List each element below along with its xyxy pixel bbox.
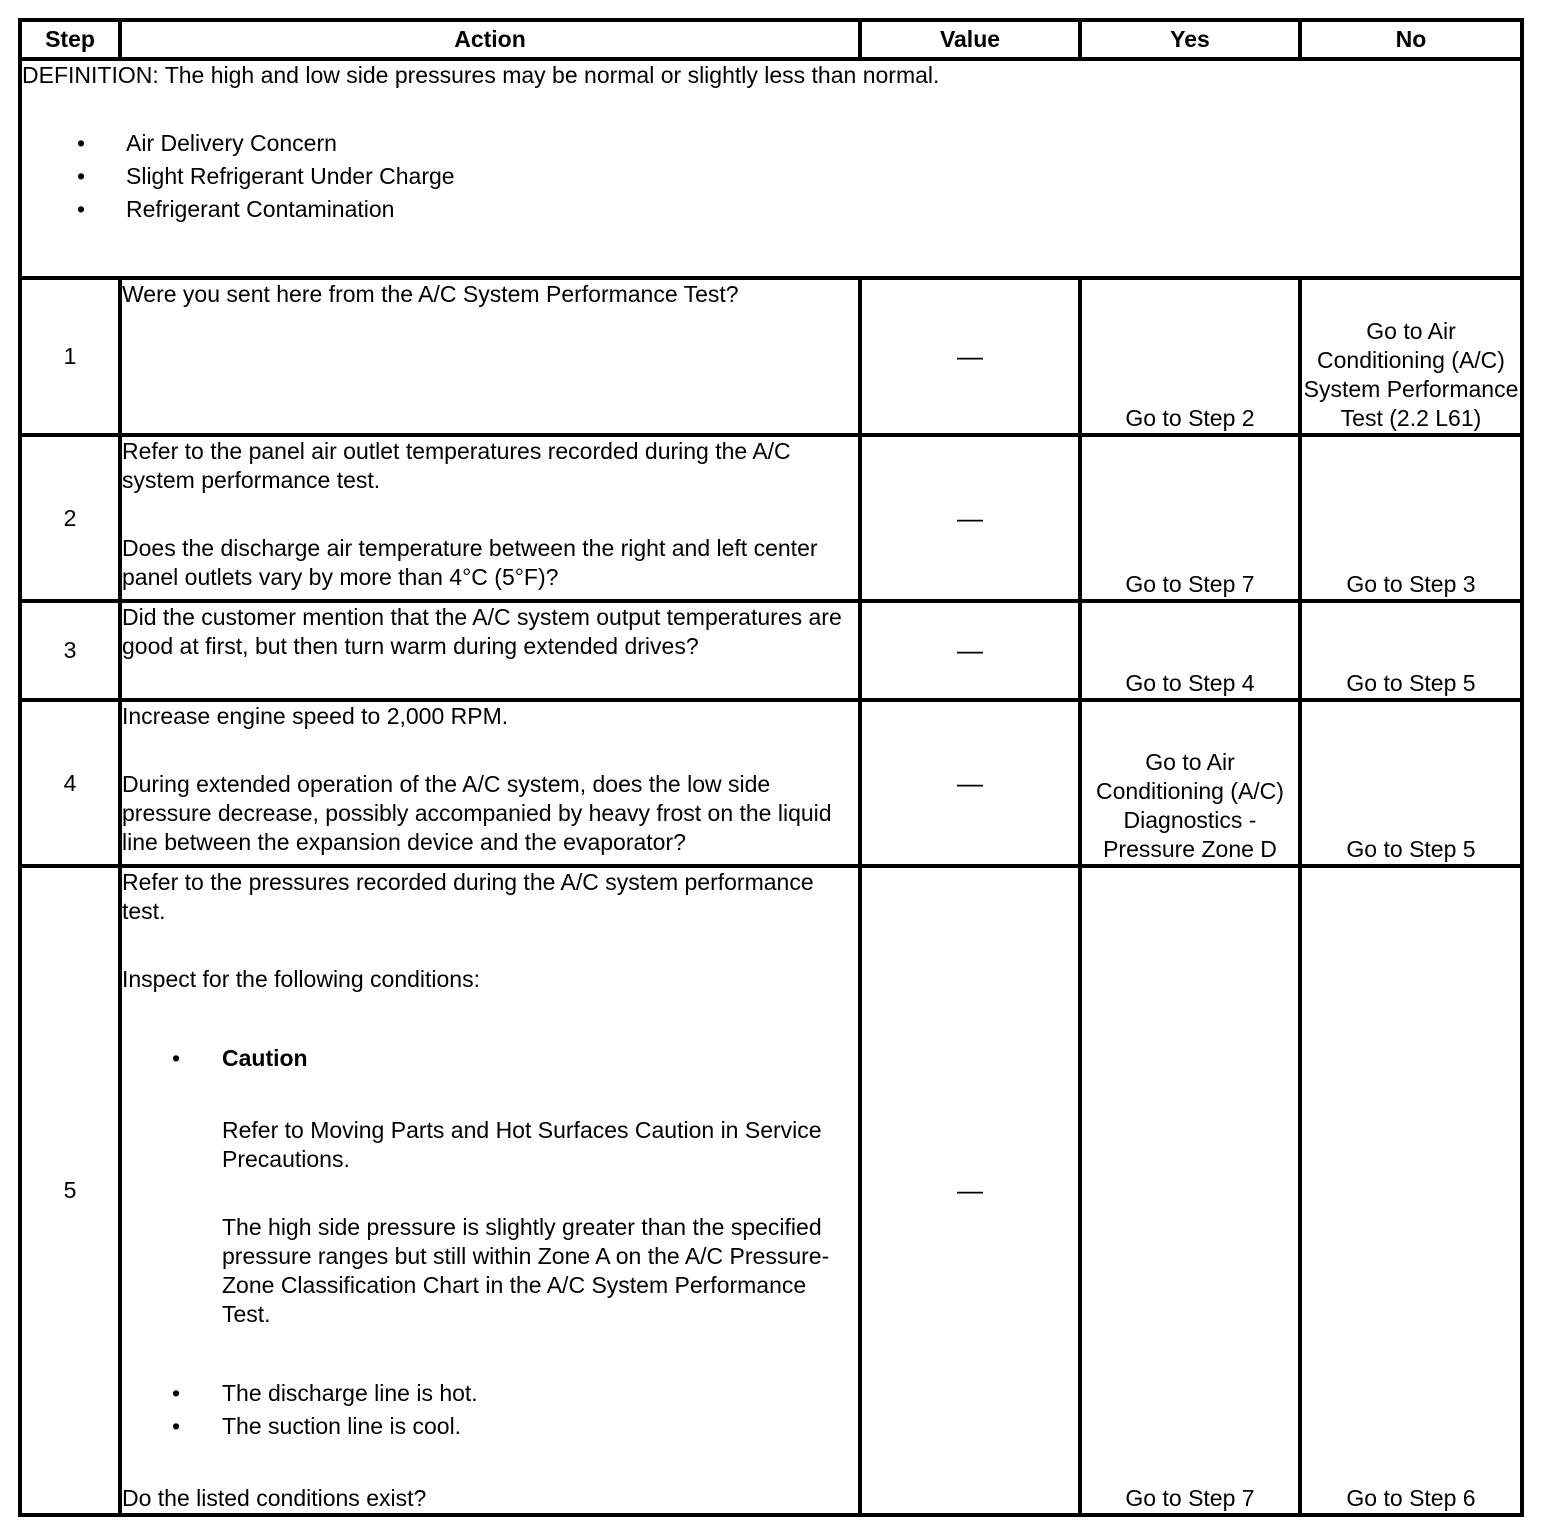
value-cell: —	[860, 435, 1080, 601]
list-item: • Slight Refrigerant Under Charge	[77, 163, 455, 189]
table-row	[20, 278, 1522, 435]
value-cell: —	[860, 700, 1080, 866]
yes-cell: Go to Air Conditioning (A/C) Diagnostics - Pressure Zone D	[1080, 700, 1300, 866]
bullet-icon: •	[77, 163, 86, 189]
step-number: 3	[20, 601, 120, 700]
caution-text: Refer to Moving Parts and Hot Surfaces Caution in Service Precautions.	[222, 1117, 822, 1172]
no-cell: Go to Step 3	[1300, 435, 1522, 601]
no-cell: Go to Step 6	[1300, 866, 1522, 1515]
yes-cell: Go to Step 2	[1080, 278, 1300, 435]
diagnostic-table	[18, 18, 1524, 1517]
bullet-icon: •	[77, 130, 86, 156]
header-yes: Yes	[1080, 20, 1300, 59]
action-cell: Were you sent here from the A/C System Performance Test?	[120, 278, 860, 435]
question-text: Do the listed conditions exist?	[122, 1485, 427, 1511]
header-step: Step	[20, 20, 120, 59]
step-number: 2	[20, 435, 120, 601]
action-cell: Refer to the panel air outlet temperatures recorded during the A/C system performance test. Does the discharge air temperature between the right and left center panel outlets vary by more than 4°C (5°F)?	[120, 435, 860, 601]
list-item: • Air Delivery Concern	[77, 130, 337, 156]
table-row	[20, 866, 1522, 1515]
list-item: • Refrigerant Contamination	[77, 196, 395, 222]
definition-cell	[20, 59, 1522, 278]
table-row	[20, 435, 1522, 601]
condition-bullets	[122, 1379, 858, 1441]
header-no: No	[1300, 20, 1522, 59]
table-row	[20, 700, 1522, 866]
header-row	[20, 20, 1522, 59]
condition-text: The high side pressure is slightly greater than the specified pressure ranges but still within Zone A on the A/C Pressure-Zone Classification Chart in the A/C System Performance Test.	[222, 1214, 830, 1327]
table-row	[20, 601, 1522, 700]
no-cell: Go to Step 5	[1300, 601, 1522, 700]
bullet-icon: •	[77, 196, 86, 222]
step-number: 5	[20, 866, 120, 1515]
list-item: • The discharge line is hot.	[172, 1380, 478, 1406]
action-cell: Did the customer mention that the A/C system output temperatures are good at first, but then turn warm during extended drives?	[120, 601, 860, 700]
bullet-icon: •	[172, 1045, 181, 1071]
action-cell: Refer to the pressures recorded during the A/C system performance test. Inspect for the following conditions: • Caution Refer to Moving Parts and Hot Surfaces Caution in Service Precautions. The high side pressure is slightly greater than the specified pressure ranges but still within Zone A on the A/C Pressure-Zone Classification Chart in the A/C System Performance Test. • The discharge line is hot. • The suction line is cool. Do the listed conditions exist?	[120, 866, 860, 1515]
no-cell: Go to Air Conditioning (A/C) System Performance Test (2.2 L61)	[1300, 278, 1522, 435]
header-value: Value	[860, 20, 1080, 59]
definition-text: DEFINITION: The high and low side pressures may be normal or slightly less than normal.	[22, 62, 940, 88]
caution-label: Caution	[222, 1045, 308, 1071]
list-item: • The suction line is cool.	[172, 1413, 462, 1439]
yes-cell: Go to Step 4	[1080, 601, 1300, 700]
list-item	[122, 1044, 858, 1073]
yes-cell: Go to Step 7	[1080, 866, 1300, 1515]
value-cell: —	[860, 601, 1080, 700]
no-cell: Go to Step 5	[1300, 700, 1522, 866]
action-cell: Increase engine speed to 2,000 RPM. During extended operation of the A/C system, does the low side pressure decrease, possibly accompanied by heavy frost on the liquid line between the expansion device and the evaporator?	[120, 700, 860, 866]
definition-row	[20, 59, 1522, 278]
bullet-icon: •	[172, 1413, 181, 1439]
header-action: Action	[120, 20, 860, 59]
definition-bullets	[22, 129, 1520, 224]
yes-cell: Go to Step 7	[1080, 435, 1300, 601]
step-number: 4	[20, 700, 120, 866]
step-number: 1	[20, 278, 120, 435]
bullet-icon: •	[172, 1380, 181, 1406]
value-cell: —	[860, 866, 1080, 1515]
value-cell: —	[860, 278, 1080, 435]
condition-list	[122, 1044, 858, 1073]
